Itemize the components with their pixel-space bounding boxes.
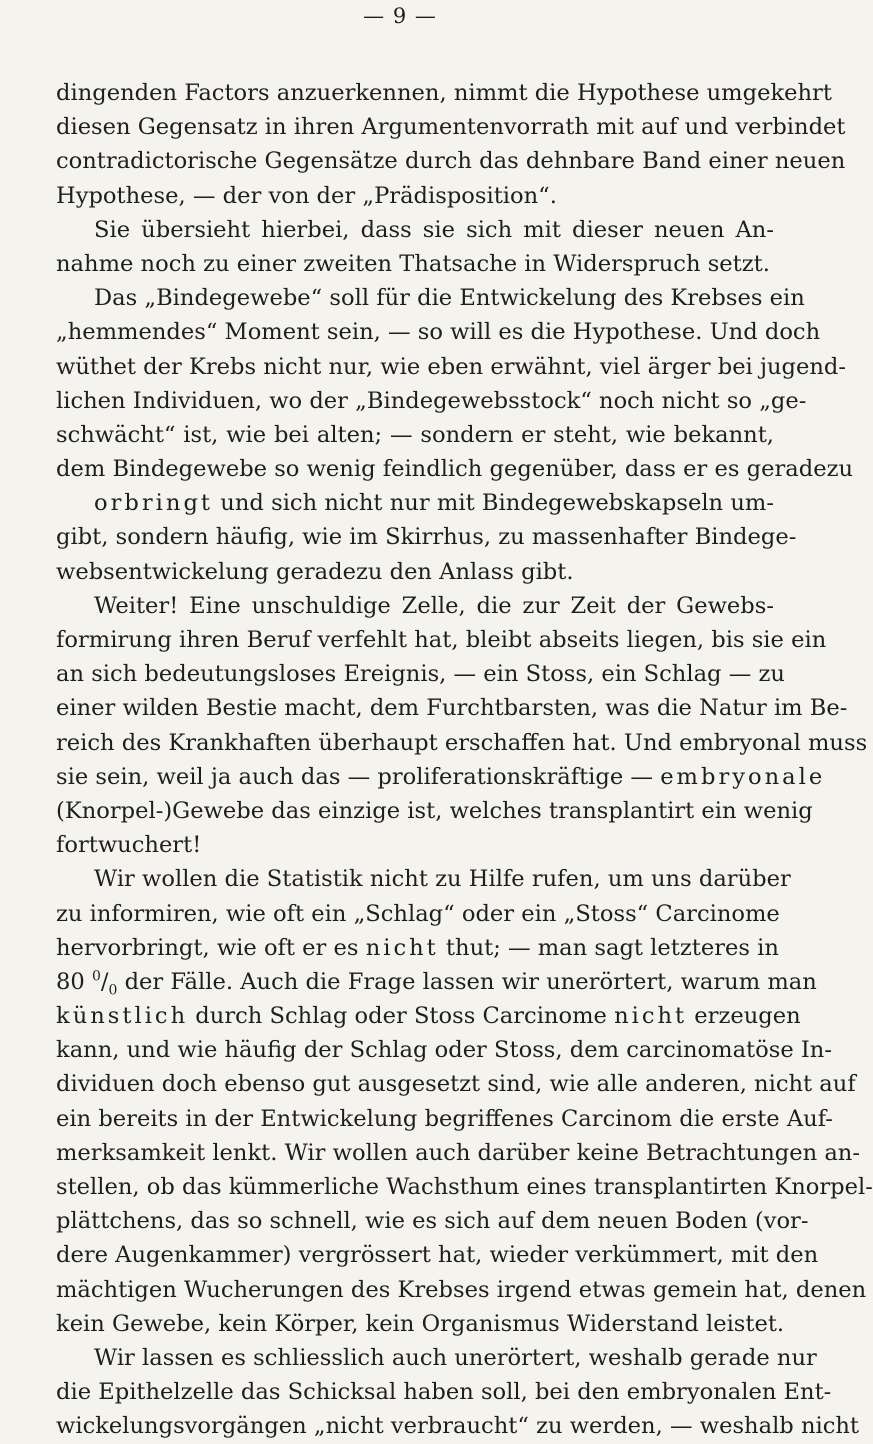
text-run: / bbox=[100, 968, 109, 995]
text-line: lichen Individuen, wo der „Bindegewebsstock“ noch nicht so „ge- bbox=[56, 387, 807, 414]
text-line: kein Gewebe, kein Körper, kein Organismus Widerstand leistet. bbox=[56, 1310, 785, 1337]
text-line: Wir lassen es schliesslich auch unerörtert, weshalb gerade nur bbox=[94, 1344, 817, 1371]
text-line: fortwuchert! bbox=[56, 832, 202, 859]
text-line: zu informiren, wie oft ein „Schlag“ oder ein „Stoss“ Carcinome bbox=[56, 900, 780, 927]
text-line: Das „Bindegewebe“ soll für die Entwickelung des Krebses ein bbox=[94, 285, 805, 312]
text-line: dingenden Factors anzuerkennen, nimmt die Hypothese umgekehrt bbox=[56, 80, 832, 106]
text-line: wüthet der Krebs nicht nur, wie eben erwähnt, viel ärger bei jugend- bbox=[56, 353, 847, 380]
body-text bbox=[56, 76, 873, 1444]
text-line: dem Bindegewebe so wenig feindlich gegenüber, dass er es geradezu bbox=[56, 456, 854, 483]
text-run: 0 bbox=[91, 968, 101, 985]
text-run: sie sein, weil ja auch das — proliferationskräftige — bbox=[56, 763, 661, 790]
text-run: hervorbringt, wie oft er es bbox=[56, 934, 366, 961]
text-line: merksamkeit lenkt. Wir wollen auch darüber keine Betrachtungen an- bbox=[56, 1139, 860, 1166]
text-run: und sich nicht nur mit Bindegewebskapseln um- bbox=[213, 490, 774, 517]
text-line: gibt, sondern häufig, wie im Skirrhus, zu massenhafter Bindege- bbox=[56, 524, 797, 551]
text-run: 0 bbox=[108, 982, 118, 999]
emphasized-text: nicht bbox=[365, 934, 439, 961]
text-line: mächtigen Wucherungen des Krebses irgend etwas gemein hat, denen bbox=[56, 1276, 867, 1303]
text-line: nahme noch zu einer zweiten Thatsache in Widerspruch setzt. bbox=[56, 250, 770, 277]
text-line: wickelungsvorgängen „nicht verbraucht“ zu werden, — weshalb nicht bbox=[56, 1413, 860, 1440]
emphasized-text: nicht bbox=[614, 1003, 688, 1030]
text-line: stellen, ob das kümmerliche Wachsthum eines transplantirten Knorpel- bbox=[56, 1174, 873, 1200]
text-line: einer wilden Bestie macht, dem Furchtbarsten, was die Natur im Be- bbox=[56, 695, 848, 722]
text-line: die Epithelzelle das Schicksal haben soll, bei den embryonalen Ent- bbox=[56, 1379, 832, 1406]
text-line: websentwickelung geradezu den Anlass gibt. bbox=[56, 558, 574, 585]
text-run: durch Schlag oder Stoss Carcinome bbox=[188, 1003, 615, 1030]
text-line: contradictorische Gegensätze durch das dehnbare Band einer neuen bbox=[56, 148, 846, 175]
text-line: Weiter! Eine unschuldige Zelle, die zur Zeit der Gewebs- bbox=[94, 592, 774, 619]
text-line: Wir wollen die Statistik nicht zu Hilfe rufen, um uns darüber bbox=[94, 866, 791, 893]
text-line bbox=[56, 931, 779, 965]
text-line bbox=[56, 965, 817, 999]
text-line: dere Augenkammer) vergrössert hat, wieder verkümmert, mit den bbox=[56, 1242, 819, 1269]
text-line: (Knorpel-)Gewebe das einzige ist, welches transplantirt ein wenig bbox=[56, 797, 813, 824]
text-line: formirung ihren Beruf verfehlt hat, bleibt abseits liegen, bis sie ein bbox=[56, 627, 827, 653]
emphasized-text: orbringt bbox=[94, 490, 213, 517]
page-number: — 9 — bbox=[363, 4, 437, 28]
text-line: reich des Krankhaften überhaupt erschaffen hat. Und embryonal muss bbox=[56, 729, 868, 756]
text-line: ein bereits in der Entwickelung begriffenes Carcinom die erste Auf- bbox=[56, 1105, 833, 1132]
emphasized-text: embryonale bbox=[660, 763, 826, 790]
text-line bbox=[56, 999, 801, 1033]
text-line bbox=[56, 486, 774, 520]
text-line: plättchens, das so schnell, wie es sich auf dem neuen Boden (vor- bbox=[56, 1208, 809, 1235]
text-line: schwächt“ ist, wie bei alten; — sondern er steht, wie bekannt, bbox=[56, 421, 774, 448]
text-line: Sie übersieht hierbei, dass sie sich mit dieser neuen An- bbox=[94, 216, 774, 243]
text-line bbox=[56, 760, 826, 794]
text-run: der Fälle. Auch die Frage lassen wir unerörtert, warum man bbox=[117, 968, 817, 995]
text-run: thut; — man sagt letzteres in bbox=[438, 934, 779, 961]
text-line: diesen Gegensatz in ihren Argumentenvorrath mit auf und verbindet bbox=[56, 114, 846, 141]
emphasized-text: künstlich bbox=[56, 1003, 189, 1030]
text-line: Hypothese, — der von der „Prädisposition“. bbox=[56, 182, 557, 209]
text-run: 80 bbox=[56, 968, 92, 995]
text-line: dividuen doch ebenso gut ausgesetzt sind, wie alle anderen, nicht auf bbox=[56, 1071, 856, 1098]
text-run: erzeugen bbox=[687, 1003, 801, 1030]
text-line: an sich bedeutungsloses Ereignis, — ein Stoss, ein Schlag — zu bbox=[56, 661, 785, 688]
text-line: kann, und wie häufig der Schlag oder Stoss, dem carcinomatöse In- bbox=[56, 1037, 832, 1064]
text-line: „hemmendes“ Moment sein, — so will es die Hypothese. Und doch bbox=[56, 319, 821, 346]
